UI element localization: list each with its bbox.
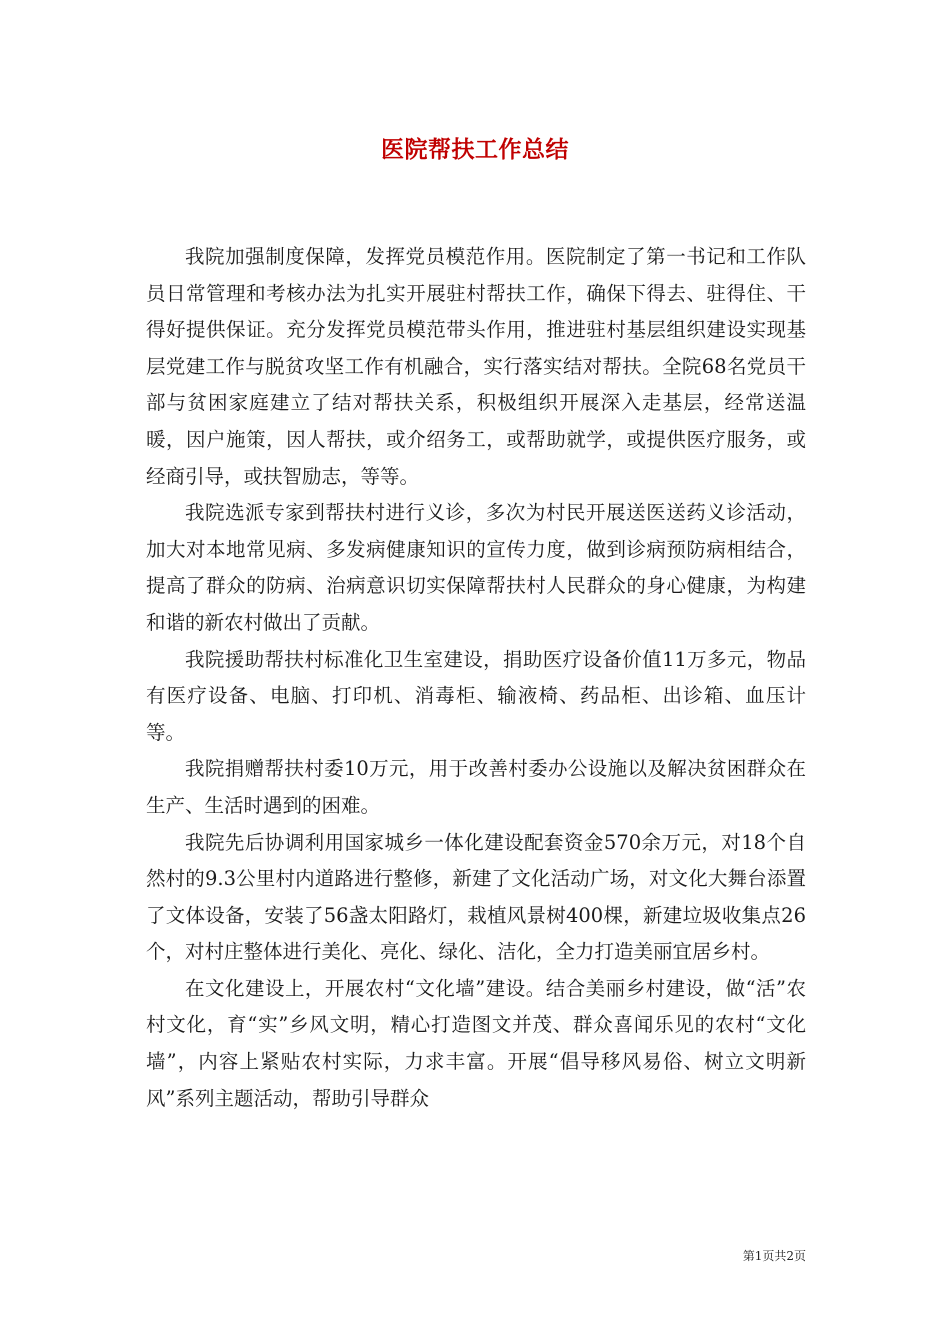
document-body — [146, 239, 806, 1117]
paragraph: 我院援助帮扶村标准化卫生室建设，捐助医疗设备价值11万多元，物品有医疗设备、电脑、打印机、消毒柜、输液椅、药品柜、出诊箱、血压计等。 — [146, 647, 806, 744]
paragraph: 我院先后协调利用国家城乡一体化建设配套资金570余万元，对18个自然村的9.3公里村内道路进行整修，新建了文化活动广场，对文化大舞台添置了文体设备，安装了56盏太阳路灯，栽植风景树400棵，新建垃圾收集点26个，对村庄整体进行美化、亮化、绿化、洁化，全力打造美丽宜居乡村。 — [146, 830, 806, 964]
paragraph: 我院加强制度保障，发挥党员模范作用。医院制定了第一书记和工作队员日常管理和考核办法为扎实开展驻村帮扶工作，确保下得去、驻得住、干得好提供保证。充分发挥党员模范带头作用，推进驻村基层组织建设实现基层党建工作与脱贫攻坚工作有机融合，实行落实结对帮扶。全院68名党员干部与贫困家庭建立了结对帮扶关系，积极组织开展深入走基层，经常送温暖，因户施策，因人帮扶，或介绍务工，或帮助就学，或提供医疗服务，或经商引导，或扶智励志，等等。 — [146, 245, 806, 488]
paragraph: 我院选派专家到帮扶村进行义诊，多次为村民开展送医送药义诊活动，加大对本地常见病、多发病健康知识的宣传力度，做到诊病预防病相结合，提高了群众的防病、治病意识切实保障帮扶村人民群众的身心健康，为构建和谐的新农村做出了贡献。 — [146, 501, 806, 634]
page-number-footer: 第1页共2页 — [742, 1249, 806, 1263]
document-title: 医院帮扶工作总结 — [381, 136, 569, 163]
paragraph: 我院捐赠帮扶村委10万元，用于改善村委办公设施以及解决贫困群众在生产、生活时遇到的困难。 — [146, 757, 806, 817]
paragraph: 在文化建设上，开展农村“文化墙”建设。结合美丽乡村建设，做“活”农村文化，育“实”乡风文明，精心打造图文并茂、群众喜闻乐见的农村“文化墙”，内容上紧贴农村实际，力求丰富。开展“倡导移风易俗、树立文明新风”系列主题活动，帮助引导群众 — [146, 976, 806, 1110]
